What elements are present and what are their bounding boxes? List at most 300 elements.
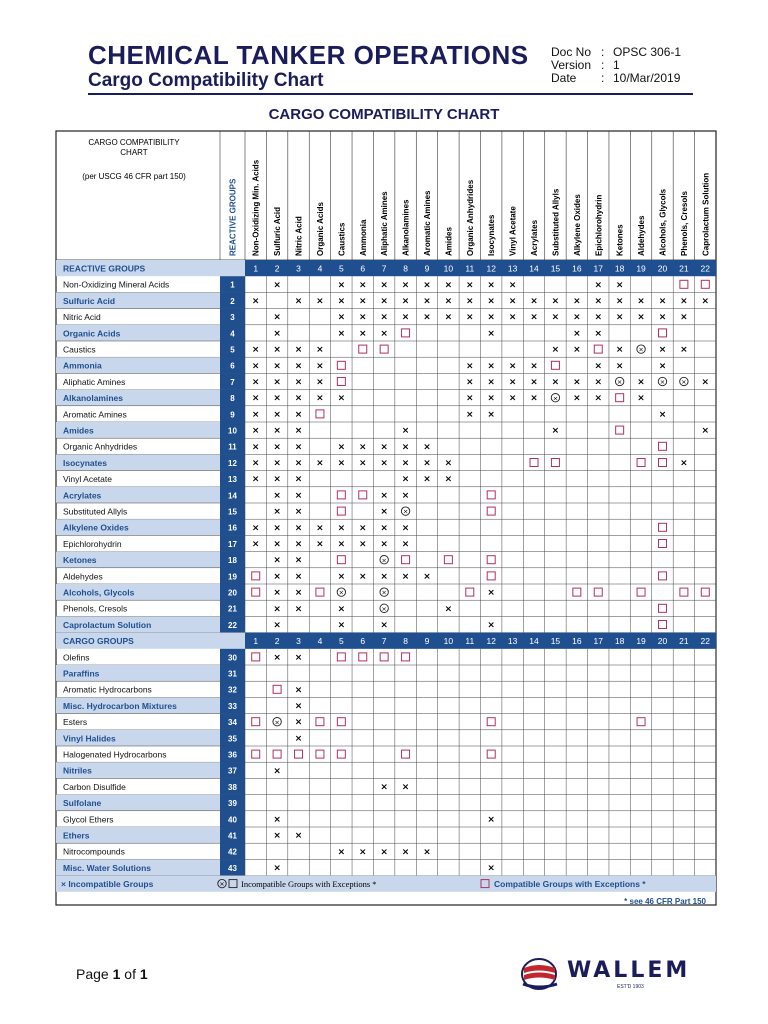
incompatible-mark: ×	[658, 312, 667, 323]
incompatible-mark: ×	[273, 328, 281, 339]
ship-flag-icon	[519, 956, 563, 996]
page-indicator: Page 1 of 1	[76, 966, 148, 982]
incompatible-mark: ×	[294, 426, 303, 437]
incompatible-mark: ×	[380, 782, 388, 793]
exception-box	[701, 588, 709, 596]
column-number: 9	[424, 263, 430, 274]
incompatible-mark: ×	[358, 539, 367, 550]
row-number: 19	[228, 572, 237, 582]
row-number: 5	[230, 345, 235, 355]
incompatible-mark: ×	[273, 588, 281, 599]
incompatible-mark: ×	[294, 571, 303, 582]
incompatible-mark: ×	[294, 507, 303, 518]
row-label: Substituted Allyls	[63, 506, 128, 517]
incompatible-mark: ×	[380, 847, 388, 858]
incompatible-mark: ×	[551, 296, 560, 307]
incompatible-mark: ×	[701, 377, 710, 388]
incompatible-mark: ×	[337, 539, 346, 550]
column-number: 22	[700, 636, 711, 647]
incompatible-mark: ×	[423, 571, 431, 582]
row-label: Sulfuric Acid	[63, 295, 116, 306]
exception-box	[616, 426, 624, 434]
row-label: Alkylene Oxides	[63, 522, 129, 533]
column-number: 21	[679, 263, 689, 274]
incompatible-mark: ×	[530, 312, 538, 323]
exception-box	[680, 280, 688, 288]
incompatible-mark: ×	[358, 312, 367, 323]
row-label: Glycol Ethers	[63, 814, 114, 825]
row-number: 10	[228, 426, 237, 436]
exception-box	[380, 653, 388, 661]
incompatible-mark: ×	[294, 442, 303, 453]
incompatible-mark: ×	[273, 539, 281, 550]
exception-box	[337, 718, 345, 726]
incompatible-mark: ×	[273, 814, 281, 825]
incompatible-mark: ×	[358, 458, 367, 469]
incompatible-mark: ×	[637, 377, 645, 388]
column-number: 12	[486, 263, 496, 274]
incompatible-mark: ×	[294, 393, 303, 404]
column-number: 1	[253, 263, 259, 274]
column-header: Epichlorohydrin	[594, 194, 604, 256]
row-label: Misc. Water Solutions	[63, 862, 152, 873]
reactive-groups-band-label: REACTIVE GROUPS	[63, 263, 146, 274]
incompatible-mark: ×	[487, 409, 495, 420]
column-number: 3	[296, 263, 301, 274]
incompatible-mark: ×	[380, 296, 388, 307]
exception-box	[359, 491, 367, 499]
exception-box	[252, 588, 260, 596]
row-number: 8	[230, 394, 235, 404]
exception-box	[530, 459, 538, 467]
incompatible-mark: ×	[658, 361, 667, 372]
chart-title: CARGO COMPATIBILITY CHART	[268, 106, 500, 123]
incompatible-mark: ×	[251, 474, 260, 485]
row-number: 39	[228, 799, 237, 809]
legend-compatible: Compatible Groups with Exceptions *	[494, 879, 646, 890]
incompatible-mark: ×	[337, 393, 346, 404]
incompatible-mark: ×	[444, 296, 453, 307]
column-header: Alkanolamines	[401, 199, 411, 256]
incompatible-mark: ×	[466, 296, 474, 307]
exception-box	[402, 329, 410, 337]
exception-box	[402, 556, 410, 564]
incompatible-mark: ×	[273, 458, 281, 469]
column-number: 17	[593, 263, 603, 274]
document-title: CHEMICAL TANKER OPERATIONS	[88, 40, 529, 70]
column-header: Nitric Acid	[294, 216, 304, 256]
exception-box	[658, 459, 666, 467]
incompatible-mark: ×	[508, 377, 517, 388]
exception-box	[316, 750, 324, 758]
row-label: Aromatic Amines	[63, 409, 127, 420]
incompatible-mark: ×	[294, 377, 303, 388]
incompatible-mark: ×	[551, 345, 560, 356]
incompatible-mark: ×	[251, 539, 260, 550]
incompatible-mark: ×	[401, 474, 410, 485]
column-number: 7	[381, 636, 387, 647]
incompatible-mark: ×	[573, 377, 581, 388]
exception-box	[573, 588, 581, 596]
exception-box	[637, 588, 645, 596]
row-number: 17	[228, 539, 237, 549]
row-number: 14	[228, 491, 237, 501]
column-number: 10	[443, 636, 454, 647]
column-header: Organic Anhydrides	[465, 179, 475, 256]
column-number: 1	[253, 636, 259, 647]
exception-box	[594, 588, 602, 596]
row-label: Aldehydes	[63, 571, 103, 582]
row-number: 30	[228, 653, 237, 663]
column-header: Caustics	[337, 222, 347, 256]
incompatible-mark: ×	[273, 604, 281, 615]
incompatible-mark: ×	[637, 393, 645, 404]
incompatible-mark: ×	[337, 620, 346, 631]
row-number: 7	[230, 377, 235, 387]
column-number: 5	[338, 636, 344, 647]
exception-box	[551, 459, 559, 467]
incompatible-mark: ×	[273, 280, 281, 291]
exception-box	[359, 345, 367, 353]
incompatible-mark: ×	[530, 393, 538, 404]
incompatible-mark: ×	[294, 474, 303, 485]
column-header: Substituted Allyls	[551, 188, 561, 256]
incompatible-mark: ×	[423, 442, 431, 453]
column-header: Aldehydes	[637, 215, 647, 256]
row-number: 21	[228, 604, 237, 614]
incompatible-mark: ×	[594, 361, 603, 372]
legend-exceptions: Incompatible Groups with Exceptions *	[241, 879, 377, 890]
exception-box	[637, 718, 645, 726]
incompatible-mark: ×	[316, 539, 324, 550]
incompatible-mark: ×	[594, 280, 603, 291]
legend-incompatible: × Incompatible Groups	[61, 879, 154, 890]
incompatible-mark: ×	[444, 312, 453, 323]
exception-box	[658, 523, 666, 531]
row-label: Isocynates	[63, 457, 107, 468]
exception-box	[658, 540, 666, 548]
column-number: 3	[296, 636, 301, 647]
incompatible-mark: ×	[573, 345, 581, 356]
column-number: 13	[507, 636, 518, 647]
row-label: Alcohols, Glycols	[63, 587, 135, 598]
incompatible-mark: ×	[444, 280, 453, 291]
incompatible-mark: ×	[658, 345, 667, 356]
row-number: 35	[228, 734, 237, 744]
incompatible-mark: ×	[680, 458, 688, 469]
incompatible-mark: ×	[273, 409, 281, 420]
incompatible-mark: ×	[316, 345, 324, 356]
exception-box	[252, 572, 260, 580]
date-label: Date	[551, 71, 577, 85]
column-number: 19	[636, 636, 646, 647]
column-number: 10	[443, 263, 454, 274]
exception-box	[616, 394, 624, 402]
exception-box	[658, 621, 666, 629]
exception-box	[316, 718, 324, 726]
row-label: Caprolactum Solution	[63, 619, 152, 630]
column-number: 11	[465, 263, 475, 274]
row-label: Misc. Hydrocarbon Mixtures	[63, 700, 177, 711]
row-number: 6	[230, 361, 235, 371]
exception-box	[337, 361, 345, 369]
incompatible-mark: ×	[273, 831, 281, 842]
incompatible-mark: ×	[380, 490, 388, 501]
row-label: Organic Anhydrides	[63, 441, 138, 452]
incompatible-mark: ×	[316, 296, 324, 307]
incompatible-mark: ×	[508, 312, 517, 323]
exception-circle-mark: ×	[681, 378, 687, 387]
row-number: 40	[228, 815, 237, 825]
incompatible-mark: ×	[487, 361, 495, 372]
column-number: 17	[593, 636, 603, 647]
column-header: Amides	[444, 227, 454, 256]
exception-box	[444, 556, 452, 564]
incompatible-mark: ×	[358, 847, 367, 858]
column-header: Ketones	[615, 224, 625, 256]
row-label: Amides	[63, 425, 94, 436]
incompatible-mark: ×	[444, 474, 453, 485]
incompatible-mark: ×	[701, 426, 710, 437]
incompatible-mark: ×	[273, 571, 281, 582]
row-label: Acrylates	[63, 490, 102, 501]
incompatible-mark: ×	[444, 604, 453, 615]
column-header: Alcohols, Glycols	[658, 188, 668, 256]
column-number: 22	[700, 263, 711, 274]
incompatible-mark: ×	[251, 296, 260, 307]
incompatible-mark: ×	[251, 345, 260, 356]
column-number: 19	[636, 263, 646, 274]
incompatible-mark: ×	[294, 733, 303, 744]
logo-established: EST'D 1903	[617, 984, 644, 990]
column-header: Acrylates	[530, 219, 540, 256]
incompatible-mark: ×	[294, 409, 303, 420]
column-number: 6	[360, 636, 366, 647]
row-number: 32	[228, 685, 237, 695]
column-number: 16	[572, 636, 582, 647]
corner-title: CARGO COMPATIBILITY	[88, 138, 180, 147]
exception-box	[658, 442, 666, 450]
incompatible-mark: ×	[401, 458, 410, 469]
exception-circle-mark: ×	[638, 345, 644, 354]
incompatible-mark: ×	[251, 458, 260, 469]
incompatible-mark: ×	[380, 571, 388, 582]
row-number: 13	[228, 475, 237, 485]
incompatible-mark: ×	[615, 345, 624, 356]
document-subtitle: Cargo Compatibility Chart	[88, 70, 324, 91]
row-label: Sulfolane	[63, 798, 102, 809]
column-number: 15	[550, 636, 561, 647]
incompatible-mark: ×	[423, 312, 431, 323]
incompatible-mark: ×	[337, 571, 346, 582]
row-number: 43	[228, 863, 237, 873]
incompatible-mark: ×	[337, 312, 346, 323]
incompatible-mark: ×	[251, 523, 260, 534]
incompatible-mark: ×	[487, 863, 495, 874]
incompatible-mark: ×	[680, 345, 688, 356]
incompatible-mark: ×	[508, 361, 517, 372]
incompatible-mark: ×	[401, 426, 410, 437]
incompatible-mark: ×	[487, 814, 495, 825]
row-number: 4	[230, 329, 235, 339]
incompatible-mark: ×	[701, 296, 710, 307]
incompatible-mark: ×	[401, 539, 410, 550]
column-number: 2	[274, 636, 280, 647]
row-label: Aliphatic Amines	[63, 376, 126, 387]
row-number: 1	[230, 280, 235, 290]
incompatible-mark: ×	[530, 296, 538, 307]
column-number: 9	[424, 636, 430, 647]
exception-box	[658, 572, 666, 580]
incompatible-mark: ×	[594, 377, 603, 388]
incompatible-mark: ×	[487, 377, 495, 388]
doc-no-value: OPSC 306-1	[613, 45, 682, 59]
incompatible-mark: ×	[273, 507, 281, 518]
incompatible-mark: ×	[401, 280, 410, 291]
exception-circle-mark: ×	[274, 718, 280, 727]
exception-box	[252, 718, 260, 726]
incompatible-mark: ×	[294, 539, 303, 550]
incompatible-mark: ×	[337, 847, 346, 858]
row-number: 41	[228, 831, 237, 841]
incompatible-mark: ×	[487, 620, 495, 631]
exception-box	[701, 280, 709, 288]
incompatible-mark: ×	[273, 652, 281, 663]
version-label: Version	[551, 58, 592, 72]
page-number: 1	[112, 966, 121, 982]
row-label: Ketones	[63, 555, 97, 566]
row-label: Halogenated Hydrocarbons	[63, 749, 167, 760]
exception-circle-mark: ×	[659, 378, 666, 387]
incompatible-mark: ×	[594, 312, 603, 323]
column-number: 11	[465, 636, 475, 647]
incompatible-mark: ×	[380, 458, 388, 469]
row-label: Organic Acids	[63, 328, 121, 339]
incompatible-mark: ×	[337, 296, 346, 307]
exception-box	[337, 653, 345, 661]
date-value: 10/Mar/2019	[613, 71, 681, 85]
incompatible-mark: ×	[380, 523, 388, 534]
exception-circle-mark: ×	[552, 394, 559, 403]
incompatible-mark: ×	[316, 523, 324, 534]
exception-box	[402, 750, 410, 758]
reactive-groups-vertical-label: REACTIVE GROUPS	[228, 178, 238, 256]
incompatible-mark: ×	[358, 571, 367, 582]
incompatible-mark: ×	[423, 296, 431, 307]
incompatible-mark: ×	[615, 312, 624, 323]
incompatible-mark: ×	[401, 312, 410, 323]
incompatible-mark: ×	[273, 474, 281, 485]
incompatible-mark: ×	[573, 393, 581, 404]
row-label: Vinyl Halides	[63, 733, 116, 744]
row-label: Olefins	[63, 652, 90, 663]
incompatible-mark: ×	[487, 393, 495, 404]
row-label: Epichlorohydrin	[63, 538, 122, 549]
exception-box	[337, 507, 345, 515]
incompatible-mark: ×	[530, 361, 538, 372]
row-label: Ethers	[63, 830, 90, 841]
column-number: 20	[657, 636, 668, 647]
incompatible-mark: ×	[487, 328, 495, 339]
column-number: 20	[657, 263, 668, 274]
incompatible-mark: ×	[316, 361, 324, 372]
incompatible-mark: ×	[380, 507, 388, 518]
exception-circle-mark: ×	[402, 507, 409, 516]
row-number: 42	[228, 847, 237, 857]
column-number: 6	[360, 263, 366, 274]
row-number: 22	[228, 620, 237, 630]
exception-box	[337, 378, 345, 386]
incompatible-mark: ×	[487, 280, 495, 291]
column-number: 7	[381, 263, 387, 274]
incompatible-mark: ×	[358, 296, 367, 307]
incompatible-mark: ×	[251, 393, 260, 404]
incompatible-mark: ×	[316, 393, 324, 404]
incompatible-mark: ×	[294, 831, 303, 842]
incompatible-mark: ×	[273, 345, 281, 356]
row-number: 16	[228, 523, 237, 533]
incompatible-mark: ×	[337, 328, 346, 339]
incompatible-mark: ×	[294, 296, 303, 307]
exception-box	[637, 459, 645, 467]
row-number: 37	[228, 766, 237, 776]
incompatible-mark: ×	[466, 280, 474, 291]
incompatible-mark: ×	[251, 426, 260, 437]
incompatible-mark: ×	[380, 442, 388, 453]
exception-box	[658, 329, 666, 337]
column-header: Ammonia	[358, 219, 368, 256]
row-label: Nitriles	[63, 765, 92, 776]
column-header: Caprolactum Solution	[701, 172, 711, 256]
column-number: 18	[614, 263, 625, 274]
incompatible-mark: ×	[380, 280, 388, 291]
exception-box	[551, 361, 559, 369]
incompatible-mark: ×	[508, 280, 517, 291]
incompatible-mark: ×	[251, 442, 260, 453]
column-number: 21	[679, 636, 689, 647]
incompatible-mark: ×	[573, 312, 581, 323]
column-header: Phenols, Cresols	[679, 191, 689, 256]
incompatible-mark: ×	[487, 312, 495, 323]
corner-note: (per USCG 46 CFR part 150)	[82, 172, 186, 181]
incompatible-mark: ×	[380, 620, 388, 631]
incompatible-mark: ×	[273, 361, 281, 372]
row-number: 38	[228, 782, 237, 792]
incompatible-mark: ×	[466, 393, 474, 404]
incompatible-mark: ×	[251, 409, 260, 420]
row-label: Esters	[63, 717, 88, 728]
incompatible-mark: ×	[294, 685, 303, 696]
incompatible-mark: ×	[294, 361, 303, 372]
exception-box	[487, 718, 495, 726]
version-value: 1	[613, 58, 620, 72]
row-label: Non-Oxidizing Mineral Acids	[63, 279, 170, 290]
row-label: Nitric Acid	[63, 312, 101, 323]
exception-box	[680, 588, 688, 596]
incompatible-mark: ×	[658, 296, 667, 307]
incompatible-mark: ×	[487, 296, 495, 307]
column-header: Aliphatic Amines	[380, 191, 390, 256]
row-number: 33	[228, 701, 237, 711]
incompatible-mark: ×	[423, 847, 431, 858]
incompatible-mark: ×	[380, 539, 388, 550]
row-label: Aromatic Hydrocarbons	[63, 684, 152, 695]
incompatible-mark: ×	[466, 377, 474, 388]
incompatible-mark: ×	[294, 490, 303, 501]
column-number: 4	[317, 263, 323, 274]
exception-box	[466, 588, 474, 596]
exception-box	[380, 345, 388, 353]
